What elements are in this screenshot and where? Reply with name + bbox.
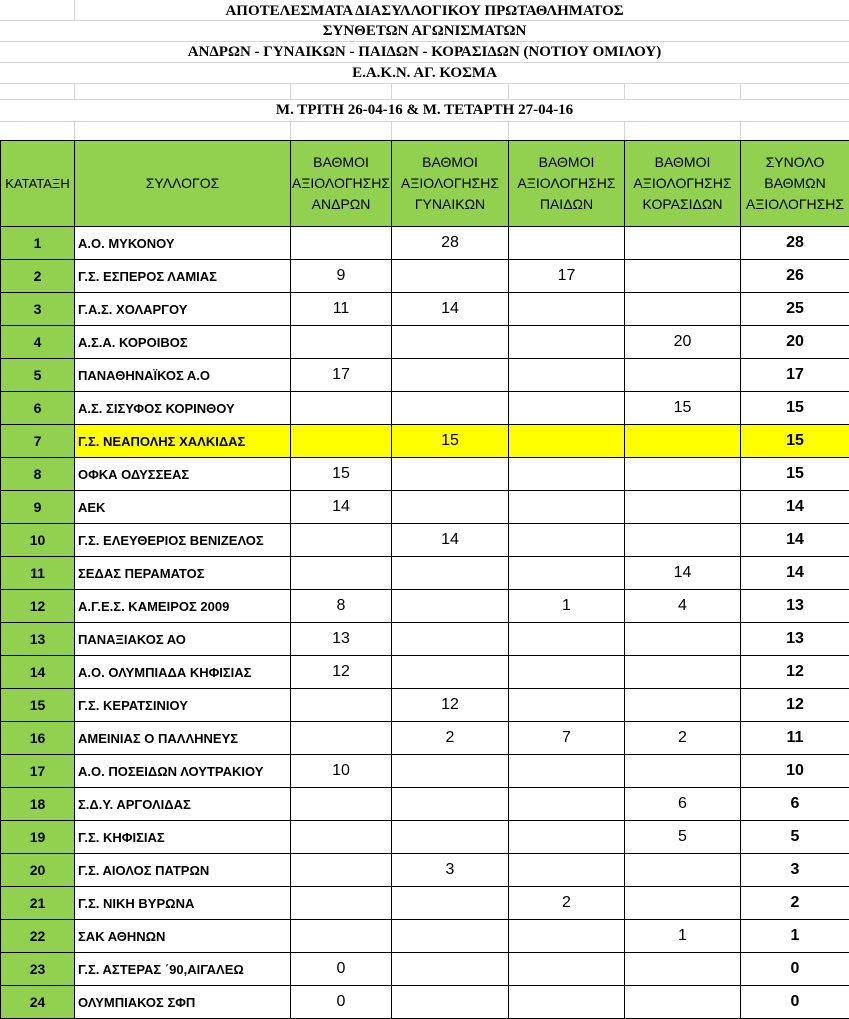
boys-points-cell bbox=[509, 392, 625, 425]
boys-points-cell bbox=[509, 953, 625, 986]
table-row bbox=[1, 722, 849, 755]
table-row bbox=[1, 260, 849, 293]
girls-points-cell: 20 bbox=[625, 326, 741, 359]
table-row bbox=[1, 656, 849, 689]
women-points-cell bbox=[392, 557, 509, 590]
boys-points-cell: 2 bbox=[509, 887, 625, 920]
girls-points-cell bbox=[625, 623, 741, 656]
total-points-cell: 15 bbox=[741, 425, 849, 458]
column-header-men: ΒΑΘΜΟΙ ΑΞΙΟΛΟΓΗΣΗΣ ΑΝΔΡΩΝ bbox=[291, 141, 392, 227]
rank-cell: 18 bbox=[1, 788, 75, 821]
total-points-cell: 12 bbox=[741, 689, 849, 722]
club-cell: Γ.Σ. ΚΕΡΑΤΣΙΝΙΟΥ bbox=[75, 689, 291, 722]
girls-points-cell bbox=[625, 887, 741, 920]
total-points-cell: 15 bbox=[741, 458, 849, 491]
girls-points-cell: 15 bbox=[625, 392, 741, 425]
men-points-cell bbox=[291, 821, 392, 854]
club-cell: Α.Γ.Ε.Σ. ΚΑΜΕΙΡΟΣ 2009 bbox=[75, 590, 291, 623]
rank-cell: 20 bbox=[1, 854, 75, 887]
club-cell: ΑΜΕΙΝΙΑΣ Ο ΠΑΛΛΗΝΕΥΣ bbox=[75, 722, 291, 755]
men-points-cell: 15 bbox=[291, 458, 392, 491]
boys-points-cell bbox=[509, 557, 625, 590]
girls-points-cell bbox=[625, 524, 741, 557]
table-row bbox=[1, 458, 849, 491]
men-points-cell: 14 bbox=[291, 491, 392, 524]
women-points-cell bbox=[392, 656, 509, 689]
table-row bbox=[1, 425, 849, 458]
boys-points-cell bbox=[509, 986, 625, 1019]
column-header-boys: ΒΑΘΜΟΙ ΑΞΙΟΛΟΓΗΣΗΣ ΠΑΙΔΩΝ bbox=[509, 141, 625, 227]
table-row bbox=[1, 392, 849, 425]
club-cell: Α.Ο. ΜΥΚΟΝΟΥ bbox=[75, 227, 291, 260]
column-header-total: ΣΥΝΟΛΟ ΒΑΘΜΩΝ ΑΞΙΟΛΟΓΗΣΗΣ bbox=[741, 141, 849, 227]
men-points-cell bbox=[291, 887, 392, 920]
men-points-cell: 10 bbox=[291, 755, 392, 788]
table-row bbox=[1, 821, 849, 854]
boys-points-cell bbox=[509, 854, 625, 887]
girls-points-cell bbox=[625, 953, 741, 986]
gridline bbox=[624, 121, 625, 140]
club-cell: Γ.Σ. ΝΕΑΠΟΛΗΣ ΧΑΛΚΙΔΑΣ bbox=[75, 425, 291, 458]
rank-cell: 15 bbox=[1, 689, 75, 722]
girls-points-cell: 6 bbox=[625, 788, 741, 821]
total-points-cell: 0 bbox=[741, 986, 849, 1019]
rank-cell: 12 bbox=[1, 590, 75, 623]
men-points-cell bbox=[291, 557, 392, 590]
boys-points-cell bbox=[509, 425, 625, 458]
title-area bbox=[0, 0, 849, 140]
total-points-cell: 25 bbox=[741, 293, 849, 326]
club-cell: Α.Ο. ΠΟΣΕΙΔΩΝ ΛΟΥΤΡΑΚΙΟΥ bbox=[75, 755, 291, 788]
date-line: Μ. ΤΡΙΤΗ 26-04-16 & Μ. ΤΕΤΑΡΤΗ 27-04-16 bbox=[275, 102, 574, 118]
rank-cell: 19 bbox=[1, 821, 75, 854]
table-row bbox=[1, 986, 849, 1019]
total-points-cell: 5 bbox=[741, 821, 849, 854]
gridline bbox=[290, 83, 291, 99]
men-points-cell: 9 bbox=[291, 260, 392, 293]
men-points-cell bbox=[291, 854, 392, 887]
club-cell: ΑΕΚ bbox=[75, 491, 291, 524]
gridline bbox=[0, 121, 849, 122]
table-row bbox=[1, 887, 849, 920]
club-cell: Α.Σ.Α. ΚΟΡΟΙΒΟΣ bbox=[75, 326, 291, 359]
women-points-cell bbox=[392, 755, 509, 788]
rank-cell: 14 bbox=[1, 656, 75, 689]
women-points-cell bbox=[392, 359, 509, 392]
column-header-women: ΒΑΘΜΟΙ ΑΞΙΟΛΟΓΗΣΗΣ ΓΥΝΑΙΚΩΝ bbox=[392, 141, 509, 227]
rank-cell: 6 bbox=[1, 392, 75, 425]
rank-cell: 8 bbox=[1, 458, 75, 491]
women-points-cell bbox=[392, 623, 509, 656]
girls-points-cell: 2 bbox=[625, 722, 741, 755]
title-line-4: Ε.Α.Κ.Ν. ΑΓ. ΚΟΣΜΑ bbox=[352, 65, 497, 81]
women-points-cell bbox=[392, 887, 509, 920]
men-points-cell bbox=[291, 326, 392, 359]
rank-cell: 24 bbox=[1, 986, 75, 1019]
table-row bbox=[1, 359, 849, 392]
rank-cell: 21 bbox=[1, 887, 75, 920]
rank-cell: 7 bbox=[1, 425, 75, 458]
boys-points-cell bbox=[509, 821, 625, 854]
girls-points-cell bbox=[625, 227, 741, 260]
women-points-cell bbox=[392, 326, 509, 359]
total-points-cell: 28 bbox=[741, 227, 849, 260]
boys-points-cell bbox=[509, 689, 625, 722]
club-cell: ΟΛΥΜΠΙΑΚΟΣ ΣΦΠ bbox=[75, 986, 291, 1019]
rank-cell: 5 bbox=[1, 359, 75, 392]
total-points-cell: 6 bbox=[741, 788, 849, 821]
gridline bbox=[391, 121, 392, 140]
header-row bbox=[1, 141, 849, 227]
girls-points-cell bbox=[625, 689, 741, 722]
women-points-cell bbox=[392, 821, 509, 854]
men-points-cell: 17 bbox=[291, 359, 392, 392]
rank-cell: 4 bbox=[1, 326, 75, 359]
club-cell: Γ.Σ. ΑΙΟΛΟΣ ΠΑΤΡΩΝ bbox=[75, 854, 291, 887]
title-line-2: ΣΥΝΘΕΤΩΝ ΑΓΩΝΙΣΜΑΤΩΝ bbox=[322, 23, 527, 39]
boys-points-cell: 1 bbox=[509, 590, 625, 623]
boys-points-cell bbox=[509, 524, 625, 557]
women-points-cell: 2 bbox=[392, 722, 509, 755]
total-points-cell: 14 bbox=[741, 524, 849, 557]
club-cell: ΣΕΔΑΣ ΠΕΡΑΜΑΤΟΣ bbox=[75, 557, 291, 590]
women-points-cell bbox=[392, 260, 509, 293]
gridline bbox=[391, 83, 392, 99]
total-points-cell: 12 bbox=[741, 656, 849, 689]
club-cell: Σ.Δ.Υ. ΑΡΓΟΛΙΔΑΣ bbox=[75, 788, 291, 821]
gridline bbox=[508, 83, 509, 99]
rank-cell: 11 bbox=[1, 557, 75, 590]
boys-points-cell bbox=[509, 656, 625, 689]
club-cell: Α.Ο. ΟΛΥΜΠΙΑΔΑ ΚΗΦΙΣΙΑΣ bbox=[75, 656, 291, 689]
table-row bbox=[1, 623, 849, 656]
rank-cell: 10 bbox=[1, 524, 75, 557]
club-cell: Γ.Σ. ΑΣΤΕΡΑΣ ΄90,ΑΙΓΑΛΕΩ bbox=[75, 953, 291, 986]
gridline bbox=[74, 83, 75, 99]
table-row bbox=[1, 590, 849, 623]
women-points-cell: 14 bbox=[392, 524, 509, 557]
table-row bbox=[1, 755, 849, 788]
men-points-cell bbox=[291, 524, 392, 557]
table-body bbox=[1, 227, 849, 1019]
rank-cell: 3 bbox=[1, 293, 75, 326]
total-points-cell: 17 bbox=[741, 359, 849, 392]
gridline bbox=[74, 121, 75, 140]
men-points-cell bbox=[291, 425, 392, 458]
total-points-cell: 10 bbox=[741, 755, 849, 788]
table-row bbox=[1, 920, 849, 953]
column-header-girls: ΒΑΘΜΟΙ ΑΞΙΟΛΟΓΗΣΗΣ ΚΟΡΑΣΙΔΩΝ bbox=[625, 141, 741, 227]
girls-points-cell bbox=[625, 656, 741, 689]
total-points-cell: 26 bbox=[741, 260, 849, 293]
rank-cell: 9 bbox=[1, 491, 75, 524]
women-points-cell bbox=[392, 788, 509, 821]
girls-points-cell bbox=[625, 293, 741, 326]
column-header-rank: ΚΑΤΑΤΑΞΗ bbox=[1, 141, 75, 227]
women-points-cell bbox=[392, 920, 509, 953]
women-points-cell bbox=[392, 458, 509, 491]
rank-cell: 2 bbox=[1, 260, 75, 293]
rank-cell: 16 bbox=[1, 722, 75, 755]
girls-points-cell bbox=[625, 458, 741, 491]
total-points-cell: 15 bbox=[741, 392, 849, 425]
women-points-cell bbox=[392, 986, 509, 1019]
men-points-cell: 0 bbox=[291, 986, 392, 1019]
girls-points-cell: 14 bbox=[625, 557, 741, 590]
gridline bbox=[740, 83, 741, 99]
boys-points-cell bbox=[509, 458, 625, 491]
club-cell: ΣΑΚ ΑΘΗΝΩΝ bbox=[75, 920, 291, 953]
girls-points-cell: 5 bbox=[625, 821, 741, 854]
rank-cell: 23 bbox=[1, 953, 75, 986]
table-row bbox=[1, 689, 849, 722]
women-points-cell: 12 bbox=[392, 689, 509, 722]
women-points-cell bbox=[392, 491, 509, 524]
girls-points-cell: 1 bbox=[625, 920, 741, 953]
table-row bbox=[1, 227, 849, 260]
women-points-cell: 14 bbox=[392, 293, 509, 326]
total-points-cell: 14 bbox=[741, 491, 849, 524]
women-points-cell bbox=[392, 590, 509, 623]
total-points-cell: 2 bbox=[741, 887, 849, 920]
total-points-cell: 11 bbox=[741, 722, 849, 755]
girls-points-cell bbox=[625, 425, 741, 458]
gridline bbox=[290, 121, 291, 140]
girls-points-cell bbox=[625, 854, 741, 887]
men-points-cell: 12 bbox=[291, 656, 392, 689]
table-row bbox=[1, 326, 849, 359]
boys-points-cell bbox=[509, 359, 625, 392]
title-line-3: ΑΝΔΡΩΝ - ΓΥΝΑΙΚΩΝ - ΠΑΙΔΩΝ - ΚΟΡΑΣΙΔΩΝ (ΝΟΤΙΟΥ ΟΜΙΛΟΥ) bbox=[187, 44, 662, 60]
women-points-cell: 15 bbox=[392, 425, 509, 458]
table-row bbox=[1, 491, 849, 524]
club-cell: Γ.Σ. ΝΙΚΗ ΒΥΡΩΝΑ bbox=[75, 887, 291, 920]
boys-points-cell bbox=[509, 293, 625, 326]
boys-points-cell bbox=[509, 326, 625, 359]
total-points-cell: 13 bbox=[741, 623, 849, 656]
women-points-cell bbox=[392, 392, 509, 425]
girls-points-cell: 4 bbox=[625, 590, 741, 623]
rank-cell: 13 bbox=[1, 623, 75, 656]
girls-points-cell bbox=[625, 755, 741, 788]
total-points-cell: 14 bbox=[741, 557, 849, 590]
table-row bbox=[1, 524, 849, 557]
total-points-cell: 20 bbox=[741, 326, 849, 359]
table-row bbox=[1, 953, 849, 986]
rank-cell: 17 bbox=[1, 755, 75, 788]
table-row bbox=[1, 788, 849, 821]
total-points-cell: 0 bbox=[741, 953, 849, 986]
men-points-cell: 0 bbox=[291, 953, 392, 986]
column-header-club: ΣΥΛΛΟΓΟΣ bbox=[75, 141, 291, 227]
total-points-cell: 1 bbox=[741, 920, 849, 953]
boys-points-cell bbox=[509, 920, 625, 953]
club-cell: Γ.Σ. ΚΗΦΙΣΙΑΣ bbox=[75, 821, 291, 854]
women-points-cell: 28 bbox=[392, 227, 509, 260]
boys-points-cell bbox=[509, 227, 625, 260]
men-points-cell bbox=[291, 920, 392, 953]
table-row bbox=[1, 293, 849, 326]
men-points-cell: 13 bbox=[291, 623, 392, 656]
men-points-cell bbox=[291, 788, 392, 821]
club-cell: Γ.Σ. ΕΛΕΥΘΕΡΙΟΣ ΒΕΝΙΖΕΛΟΣ bbox=[75, 524, 291, 557]
boys-points-cell bbox=[509, 788, 625, 821]
men-points-cell: 11 bbox=[291, 293, 392, 326]
boys-points-cell bbox=[509, 491, 625, 524]
girls-points-cell bbox=[625, 359, 741, 392]
results-table bbox=[0, 140, 849, 1019]
rank-cell: 1 bbox=[1, 227, 75, 260]
men-points-cell bbox=[291, 392, 392, 425]
club-cell: Γ.Α.Σ. ΧΟΛΑΡΓΟΥ bbox=[75, 293, 291, 326]
boys-points-cell bbox=[509, 623, 625, 656]
girls-points-cell bbox=[625, 260, 741, 293]
men-points-cell: 8 bbox=[291, 590, 392, 623]
boys-points-cell bbox=[509, 755, 625, 788]
gridline bbox=[508, 121, 509, 140]
table-row bbox=[1, 854, 849, 887]
men-points-cell bbox=[291, 689, 392, 722]
men-points-cell bbox=[291, 722, 392, 755]
club-cell: Α.Σ. ΣΙΣΥΦΟΣ ΚΟΡΙΝΘΟΥ bbox=[75, 392, 291, 425]
club-cell: ΠΑΝΑΘΗΝΑΪΚΟΣ Α.Ο bbox=[75, 359, 291, 392]
rank-cell: 22 bbox=[1, 920, 75, 953]
club-cell: ΠΑΝΑΞΙΑΚΟΣ ΑΟ bbox=[75, 623, 291, 656]
title-line-1: ΑΠΟΤΕΛΕΣΜΑΤΑ ΔΙΑΣΥΛΛΟΓΙΚΟΥ ΠΡΩΤΑΘΛΗΜΑΤΟΣ bbox=[225, 3, 624, 19]
gridline bbox=[624, 83, 625, 99]
boys-points-cell: 17 bbox=[509, 260, 625, 293]
girls-points-cell bbox=[625, 986, 741, 1019]
club-cell: ΟΦΚΑ ΟΔΥΣΣΕΑΣ bbox=[75, 458, 291, 491]
girls-points-cell bbox=[625, 491, 741, 524]
women-points-cell bbox=[392, 953, 509, 986]
women-points-cell: 3 bbox=[392, 854, 509, 887]
gridline bbox=[740, 121, 741, 140]
men-points-cell bbox=[291, 227, 392, 260]
total-points-cell: 3 bbox=[741, 854, 849, 887]
table-row bbox=[1, 557, 849, 590]
total-points-cell: 13 bbox=[741, 590, 849, 623]
gridline bbox=[0, 83, 849, 84]
boys-points-cell: 7 bbox=[509, 722, 625, 755]
club-cell: Γ.Σ. ΕΣΠΕΡΟΣ ΛΑΜΙΑΣ bbox=[75, 260, 291, 293]
